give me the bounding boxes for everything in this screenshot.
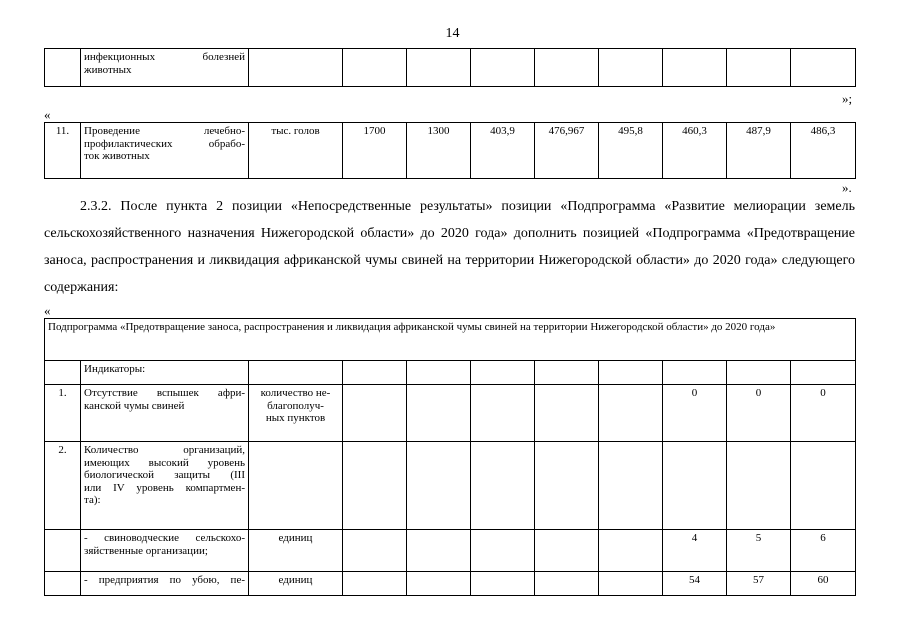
row-name-cell <box>81 572 249 596</box>
unit-cell <box>249 385 343 442</box>
indicators-label: Индикаторы: <box>81 361 249 385</box>
value-cell: 60 <box>791 572 856 596</box>
row-name-cell <box>81 530 249 572</box>
value-cell: 1300 <box>407 123 471 179</box>
subprogram-header <box>45 319 856 361</box>
cell-empty <box>45 49 81 87</box>
cell-empty <box>249 361 343 385</box>
row-number: 2. <box>45 442 81 530</box>
cell-empty <box>535 385 599 442</box>
cell-empty <box>343 530 407 572</box>
cell-empty <box>45 361 81 385</box>
open-quote: « <box>44 303 51 318</box>
cell-empty <box>471 385 535 442</box>
cell-empty <box>727 361 791 385</box>
cell-empty <box>663 361 727 385</box>
row-name-line: канской чумы свиней <box>84 399 185 412</box>
cell-empty <box>471 49 535 87</box>
cell-empty <box>407 49 471 87</box>
value-cell: 403,9 <box>471 123 535 179</box>
value-cell: 54 <box>663 572 727 596</box>
value-cell: 5 <box>727 530 791 572</box>
cell-empty <box>663 442 727 530</box>
open-quote: « <box>44 107 51 122</box>
row-name-cell <box>81 442 249 530</box>
row-name-line: - предприятия по убою, пе- <box>84 574 245 586</box>
value-cell: 460,3 <box>663 123 727 179</box>
paragraph-text: 2.3.2. После пункта 2 позиции «Непосредственные результаты» позиции «Подпрограмма «Развитие мелиорации земель сельскохозяйственного назначения Нижегородской области» до 2020 года» дополнить позицией «Подпрограмма «Предотвращение заноса, распространения и ликвидация африканской чумы свиней на территории Нижегородской области» до 2020 года» следующего содержания: <box>44 199 855 295</box>
cell-empty <box>249 49 343 87</box>
close-quote-semicolon: »; <box>842 91 853 106</box>
cell-empty <box>599 385 663 442</box>
cell-empty <box>45 572 81 596</box>
cell-empty <box>249 442 343 530</box>
table-subprogram <box>44 318 856 596</box>
cell-empty <box>407 361 471 385</box>
cell-empty <box>343 49 407 87</box>
cell-empty <box>471 361 535 385</box>
unit-cell: тыс. голов <box>249 123 343 179</box>
cell-empty <box>535 49 599 87</box>
row-name-line: профилактических обрабо- <box>84 137 245 150</box>
cell-empty <box>407 442 471 530</box>
cell-empty <box>727 49 791 87</box>
cell-empty <box>535 530 599 572</box>
cell-empty <box>45 530 81 572</box>
row-number: 11. <box>45 123 81 179</box>
cell-empty <box>535 361 599 385</box>
row-name-line: Отсутствие вспышек афри- <box>84 387 245 399</box>
cell-empty <box>599 361 663 385</box>
cell-empty <box>343 385 407 442</box>
cell-empty <box>727 442 791 530</box>
cell-empty <box>343 442 407 530</box>
value-cell: 0 <box>791 385 856 442</box>
cell-empty <box>791 442 856 530</box>
row-name-cell <box>81 385 249 442</box>
cell-empty <box>599 530 663 572</box>
cell-empty <box>663 49 727 87</box>
unit-line: количество не- <box>260 387 331 399</box>
cell-empty <box>535 572 599 596</box>
close-quote-dot: ». <box>842 180 852 195</box>
value-cell: 476,967 <box>535 123 599 179</box>
value-cell: 6 <box>791 530 856 572</box>
value-cell: 486,3 <box>791 123 856 179</box>
row-name-line: имеющих высокий уровень <box>84 456 245 469</box>
value-cell: 57 <box>727 572 791 596</box>
row-name-line: инфекционных болезней <box>84 51 245 63</box>
body-paragraph <box>44 193 855 301</box>
cell-empty <box>535 442 599 530</box>
row-name-line: ток животных <box>84 150 150 162</box>
unit-line: ных пунктов <box>265 412 326 424</box>
cell-empty <box>343 361 407 385</box>
unit-cell: единиц <box>249 530 343 572</box>
cell-empty <box>407 572 471 596</box>
value-cell: 487,9 <box>727 123 791 179</box>
row-name-line: животных <box>84 63 132 76</box>
row-name-line: та): <box>84 494 101 506</box>
cell-empty <box>471 442 535 530</box>
row-name-cell <box>81 49 249 87</box>
row-name-line: зяйственные организации; <box>84 544 208 557</box>
row-name-line: или IV уровень компартмен- <box>84 481 245 494</box>
row-name-line: - свиноводческие сельскохо- <box>84 532 245 544</box>
value-cell: 0 <box>727 385 791 442</box>
value-cell: 0 <box>663 385 727 442</box>
value-cell: 4 <box>663 530 727 572</box>
unit-line: благополуч- <box>267 399 324 412</box>
row-name-cell <box>81 123 249 179</box>
table-fragment-top <box>44 48 856 87</box>
value-cell: 495,8 <box>599 123 663 179</box>
row-number: 1. <box>45 385 81 442</box>
cell-empty <box>407 530 471 572</box>
value-cell: 1700 <box>343 123 407 179</box>
page-number: 14 <box>445 26 460 41</box>
cell-empty <box>407 385 471 442</box>
cell-empty <box>599 572 663 596</box>
row-name-line: Количество организаций, <box>84 444 245 456</box>
unit-cell: единиц <box>249 572 343 596</box>
row-name-line: биологической защиты (III <box>84 469 245 481</box>
row-name-line: Проведение лечебно- <box>84 125 245 137</box>
cell-empty <box>791 49 856 87</box>
cell-empty <box>599 49 663 87</box>
cell-empty <box>599 442 663 530</box>
table-row-11 <box>44 122 856 179</box>
cell-empty <box>471 530 535 572</box>
cell-empty <box>471 572 535 596</box>
cell-empty <box>791 361 856 385</box>
cell-empty <box>343 572 407 596</box>
subprogram-header-text: Подпрограмма «Предотвращение заноса, распространения и ликвидация африканской чумы свиней на территории Нижегородской области» до 2020 года» <box>48 321 776 333</box>
